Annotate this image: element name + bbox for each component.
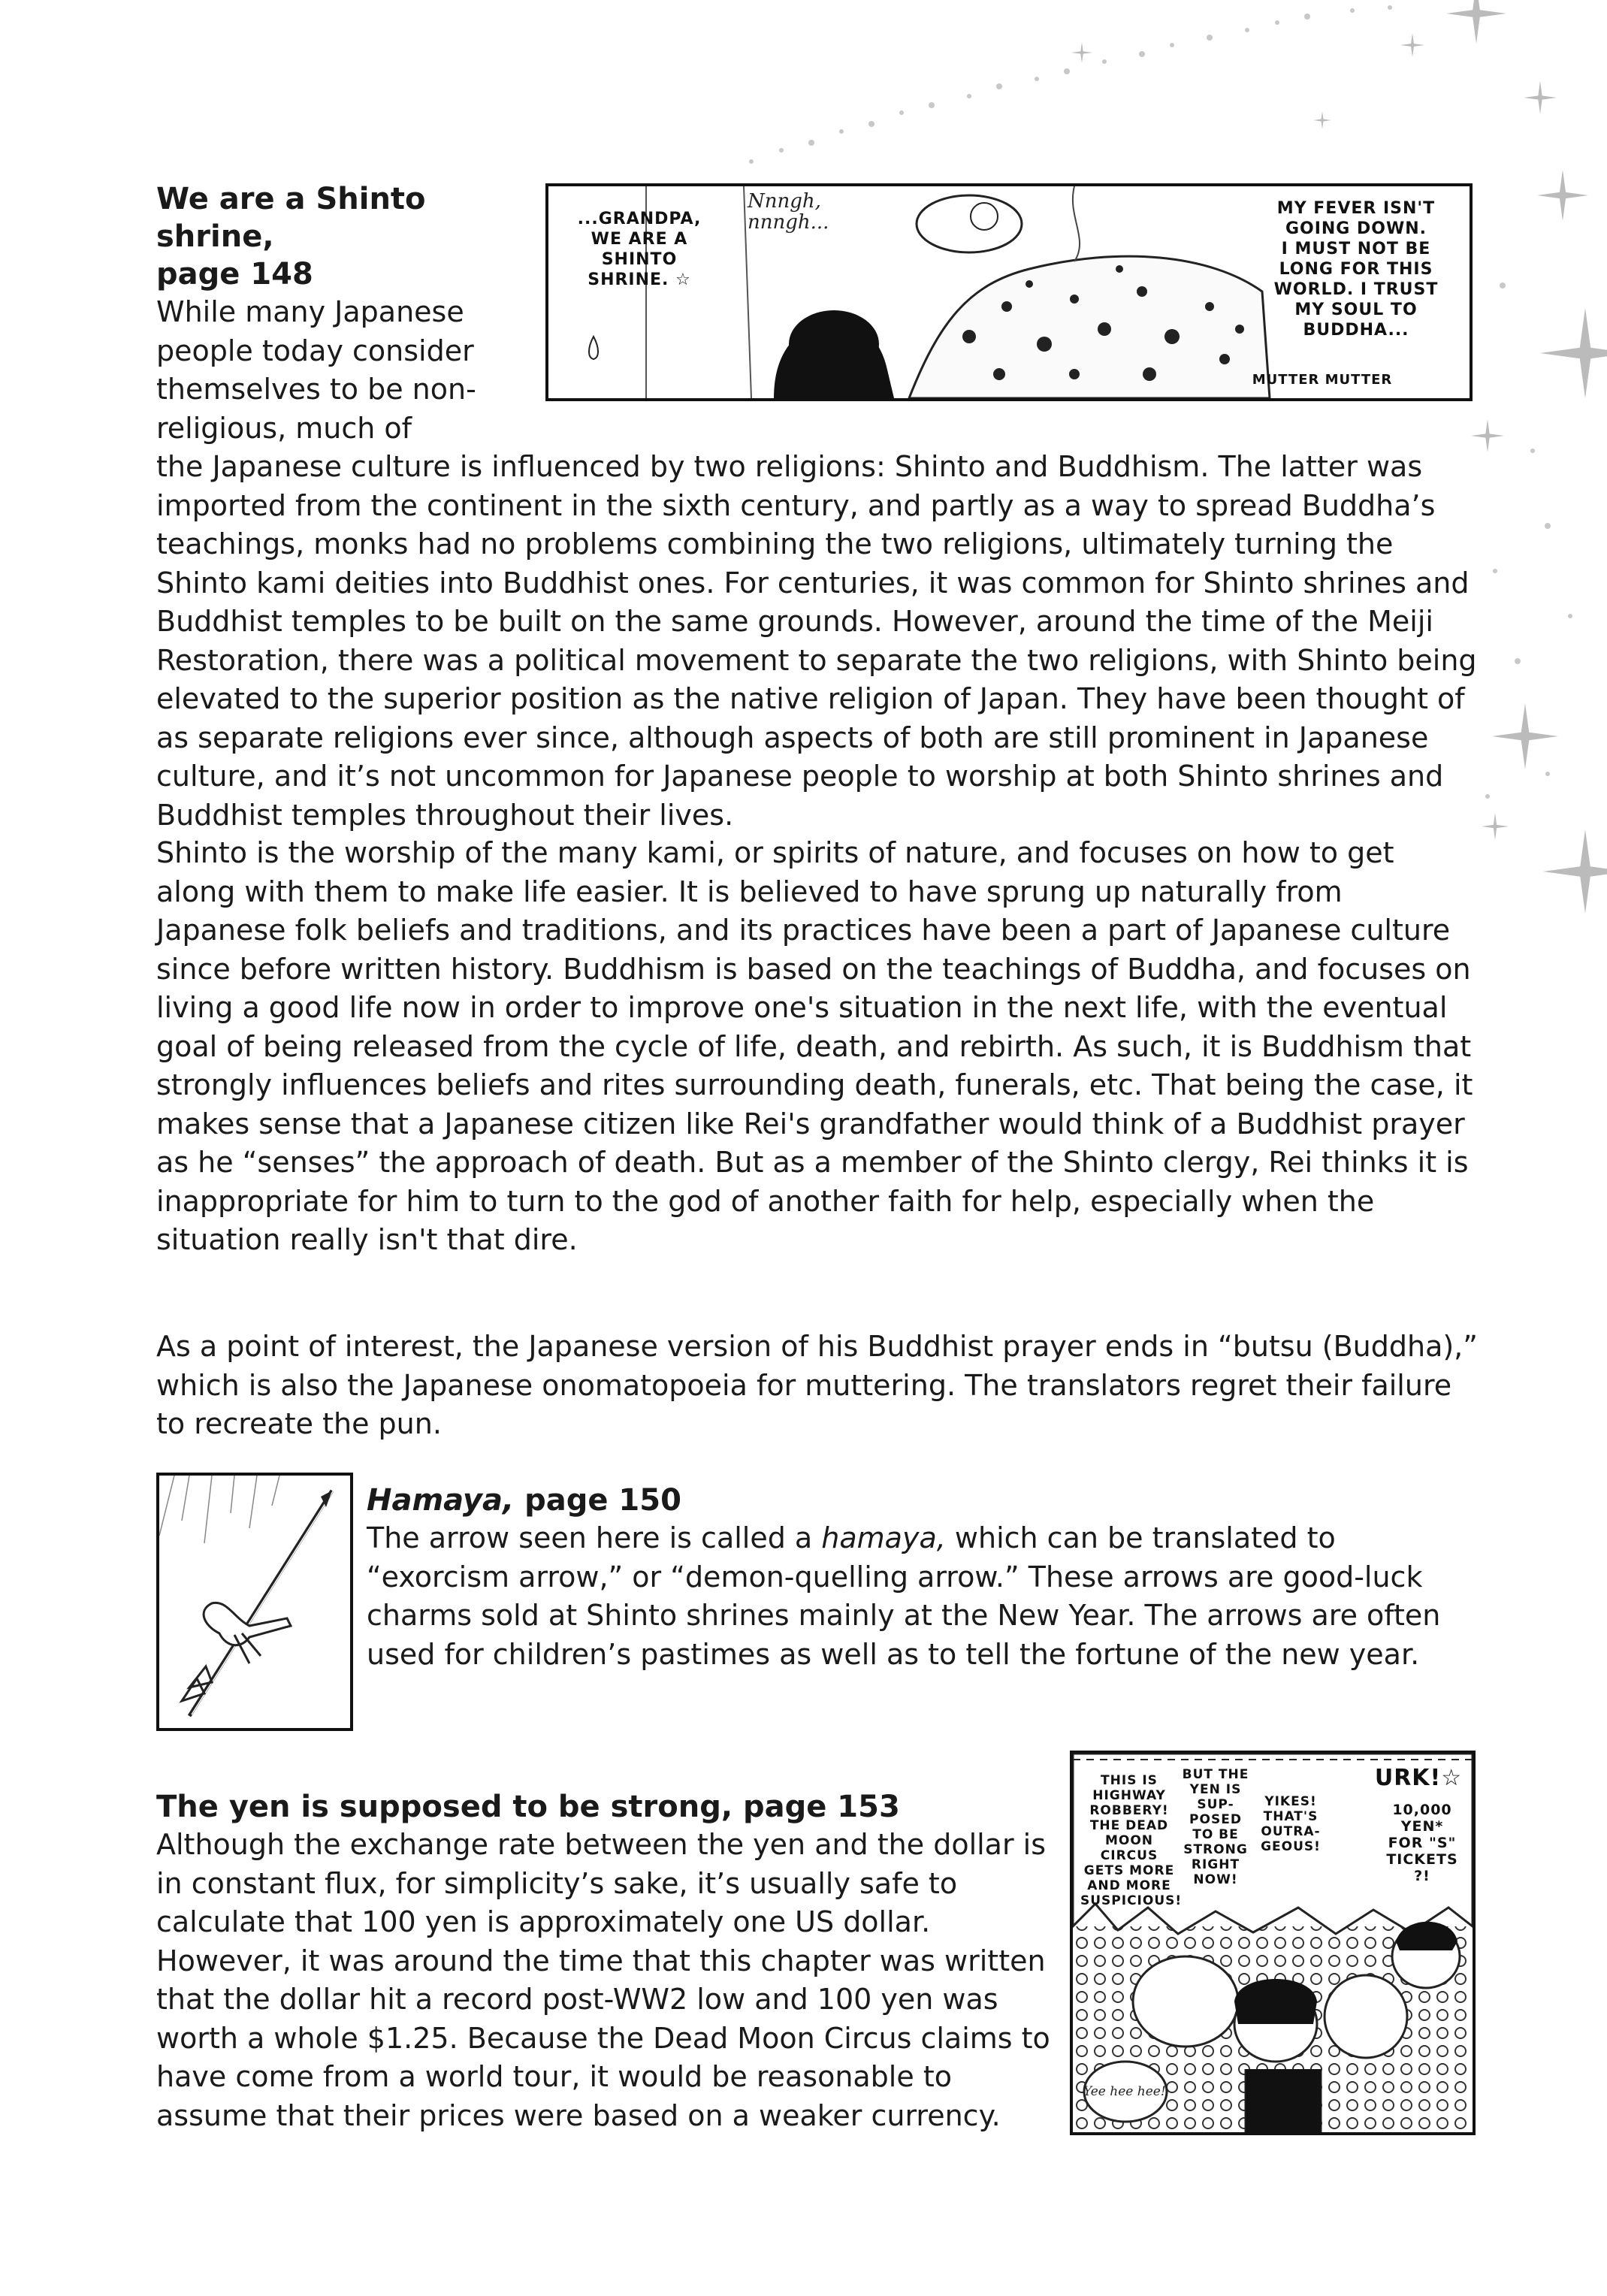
note-body-text xyxy=(367,1519,1479,1674)
note-paragraph: As a point of interest, the Japanese version of his Buddhist prayer ends in “butsu (Buddha),” which is also the Japanese onomatopoeia for muttering. The translators regret their failure to recreate the pun. xyxy=(156,1330,1478,1440)
speech-bubble-grandpa: MY FEVER ISN'T GOING DOWN. I MUST NOT BE LONG FOR THIS WORLD. I TRUST MY SOUL TO BUDDHA... xyxy=(1273,199,1439,340)
note-body-text: the Japanese culture is influenced by two religions: Shinto and Buddhism. The latter was imported from the continent in the sixth century, and partly as a way to spread Buddha’s teachings, monks had no problems combining the two religions, ultimately turning the Shinto kami deities into Buddhist ones. For centuries, it was common for Shinto shrines and Buddhist temples to be built on the same grounds. However, around the time of the Meiji Restoration, there was a political movement to separate the two religions, with Shinto being elevated to the superior position as the native religion of Japan. They have been thought of as separate religions ever since, although aspects of both are still prominent in Japanese culture, and it’s not uncommon for Japanese people to worship at both Shinto shrines and Buddhist temples throughout their lives. xyxy=(156,450,1477,832)
manga-panel-circus xyxy=(1070,1751,1476,2135)
hamaya-arrow-art xyxy=(159,1476,350,1728)
heading-term: Hamaya, xyxy=(367,1483,515,1518)
note-paragraph: Shinto is the worship of the many kami, or spirits of nature, and focuses on how to get along with them to make life easier. It is believed to have sprung up naturally from Japanese folk beliefs and traditions, and its practices have been a part of Japanese culture since before written history. Buddhism is based on the teachings of Buddha, and focuses on living a good life now in order to improve one's situation in the next life, with the eventual goal of being released from the cycle of life, death, and rebirth. As such, it is Buddhism that strongly influences beliefs and rites surrounding death, funerals, etc. That being the case, it makes sense that a Japanese citizen like Rei's grandfather would think of a Buddhist prayer as he “senses” the approach of death. But as a member of the Shinto clergy, Rei thinks it is inappropriate for him to turn to the god of another faith for help, especially when the situation really isn't that dire. xyxy=(156,836,1473,1256)
heading-page: page 150 xyxy=(514,1483,681,1518)
note-body-text: Although the exchange rate between the yen and the dollar is in constant flux, for simplicity’s sake, it’s usually safe to calculate that 100 yen is approximately one US dollar. However, it was around the time that this chapter was written that the dollar hit a record post-WW2 low and 100 yen was worth a whole $1.25. Because the Dead Moon Circus claims to have come from a world tour, it would be reasonable to assume that their prices were based on a weaker currency. xyxy=(156,1828,1050,2132)
speech-bubble-yikes: YIKES! THAT'S OUTRA- GEOUS! xyxy=(1261,1794,1321,1854)
speech-bubble-rei: ...GRANDPA, WE ARE A SHINTO SHRINE. ☆ xyxy=(577,210,702,289)
note-yen xyxy=(156,1788,1058,2135)
manga-panel-grandpa xyxy=(545,183,1473,401)
speech-bubble-robbery: THIS IS HIGHWAY ROBBERY! THE DEAD MOON CIRCUS GETS MORE AND MORE SUSPICIOUS! xyxy=(1080,1773,1183,1908)
sfx-urk: URK!☆ xyxy=(1374,1765,1463,1791)
body-span: The arrow seen here is called a xyxy=(367,1521,822,1554)
speech-bubble-tickets: 10,000 YEN* FOR "S" TICKETS ?! xyxy=(1386,1802,1458,1884)
note-heading xyxy=(367,1482,1479,1519)
sfx-groan: Nnngh, nnngh... xyxy=(748,190,829,234)
note-intro xyxy=(156,180,539,448)
note-heading: The yen is supposed to be strong, page 153 xyxy=(156,1790,900,1824)
body-term: hamaya, xyxy=(821,1521,946,1554)
sfx-laugh: Yee hee hee! xyxy=(1083,2084,1166,2099)
speech-bubble-yen-strong: BUT THE YEN IS SUP- POSED TO BE STRONG RIGHT NOW! xyxy=(1182,1767,1249,1887)
sfx-mutter: MUTTER MUTTER xyxy=(1252,372,1393,388)
note-hamaya xyxy=(367,1482,1479,1674)
body-span: which can be translated to “exorcism arrow,” or “demon-quelling arrow.” These arrows are good-luck charms sold at Shinto shrines mainly at the New Year. The arrows are often used for children’s pastimes as well as to tell the fortune of the new year. xyxy=(367,1521,1441,1671)
note-intro-text: While many Japanese people today consider themselves to be non-religious, much of xyxy=(156,295,476,445)
note-heading: We are a Shinto shrine, page 148 xyxy=(156,182,426,292)
manga-panel-hamaya xyxy=(156,1473,353,1731)
